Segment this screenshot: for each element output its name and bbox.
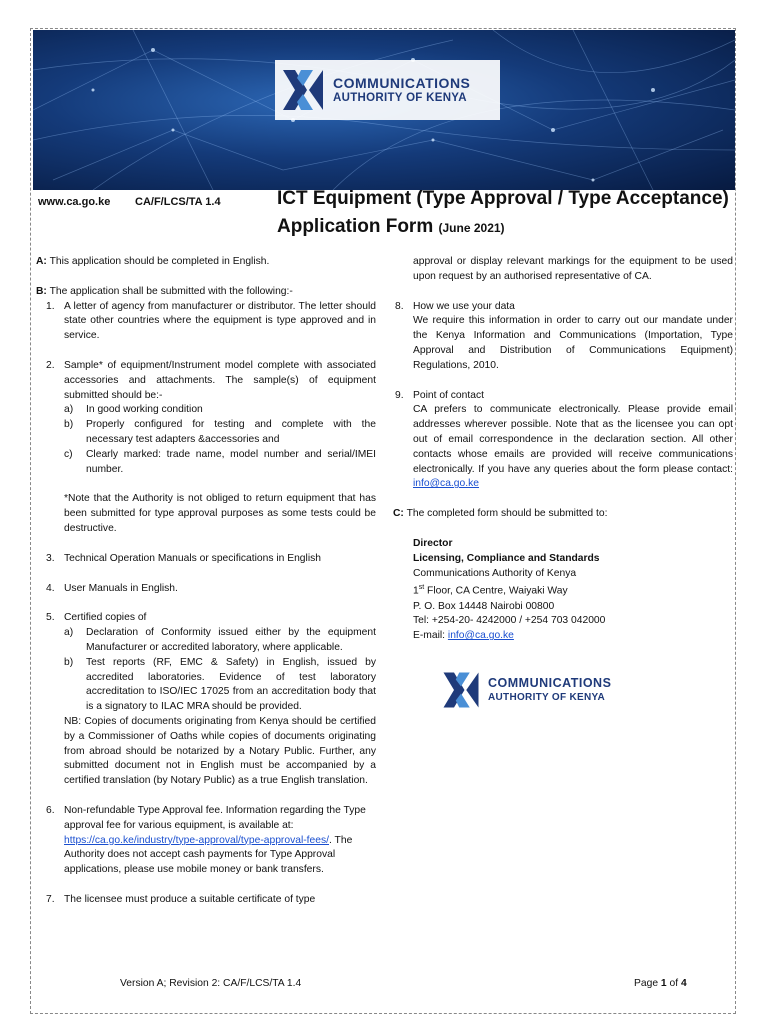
section-b-label: B:: [36, 285, 47, 297]
footer-page-number: [634, 978, 687, 989]
list-item-3: [36, 552, 376, 567]
form-subtitle-text: Application Form: [277, 216, 434, 237]
page-current: 1: [660, 978, 667, 989]
list-item-2: [36, 359, 376, 537]
ca-logo-mark-icon: [279, 66, 327, 114]
floor-rest: Floor, CA Centre, Waiyaki Way: [424, 585, 568, 597]
sub-letter: a): [64, 627, 74, 639]
logo-line1: COMMUNICATIONS: [333, 75, 471, 91]
sub-letter: c): [64, 448, 73, 460]
ca-logo: [275, 60, 500, 120]
list-number: 1.: [46, 300, 55, 312]
list-item-text: Non-refundable Type Approval fee. Information regarding the Type approval fee for various equipment, is available at:: [64, 804, 366, 831]
list-number: 6.: [46, 804, 55, 816]
sub-text: Test reports (RF, EMC & Safety) in English, issued by accredited laboratories. Evidence of test laboratory accreditation to ISO/IEC 17025 from an accreditation body that is a signatory to ILAC MRA should be provided.: [86, 656, 376, 713]
section-a-label: A:: [36, 256, 47, 267]
list-item-6: 6. Non-refundable Type Approval fee. Information regarding the Type approval fee for various equipment, is available at: https://ca.go.ke/industry/type-approval/type-approval-fees/. The Authority does not accept cash payments for Type Approval applications, please use mobile money or bank transfers.: [46, 804, 366, 876]
list-item-text: Technical Operation Manuals or specifications in English: [64, 552, 321, 564]
sub-letter: b): [64, 419, 74, 431]
address-telephone: Tel: +254-20- 4242000 / +254 703 042000: [413, 615, 606, 627]
list-item-8: [393, 300, 733, 374]
list-item-text: Sample* of equipment/Instrument model complete with associated accessories and attachments. The sample(s) of equipment submitted should be:-: [64, 359, 376, 401]
sub-text: Clearly marked: trade name, model number and serial/IMEI number.: [86, 448, 376, 475]
item-8-text: We require this information in order to carry out our mandate under the Kenya Information and Communications (Importation, Type Approval and Distribution of Communications Equipment) Regulations, 2010.: [413, 315, 733, 371]
list-number: 2.: [46, 359, 55, 371]
list-number: 5.: [46, 612, 55, 624]
sub-item-5b: [64, 656, 376, 715]
logo-line2: AUTHORITY OF KENYA: [333, 92, 467, 104]
list-item-5: [36, 611, 376, 789]
section-b: [36, 285, 376, 300]
sub-item-2b: [64, 418, 376, 448]
section-c-label: C:: [393, 508, 404, 520]
list-number: 3.: [46, 552, 55, 564]
address-floor: [413, 581, 733, 599]
list-number: 4.: [46, 582, 55, 594]
list-number: 9.: [395, 389, 404, 401]
website-url[interactable]: www.ca.go.ke: [38, 196, 111, 208]
document-code: CA/F/LCS/TA 1.4: [135, 196, 221, 208]
list-item-text: Certified copies of: [64, 612, 147, 624]
list-item-text: The licensee must produce a suitable certificate of type: [64, 893, 316, 905]
item-9-body: CA prefers to communicate electronically. Please provide email addresses wherever possible. Note that as the licensee you can opt out of email correspondence in the declaration section. All other contacts whose emails are provided will receive communications electronically. If you have any queries about the form please contact:: [413, 404, 733, 475]
address-department: Licensing, Compliance and Standards: [413, 552, 600, 564]
address-email-link[interactable]: info@ca.go.ke: [447, 630, 514, 642]
address-title: Director: [413, 537, 453, 549]
address-organisation: Communications Authority of Kenya: [413, 567, 577, 579]
footer-version: Version A; Revision 2: CA/F/LCS/TA 1.4: [120, 978, 302, 989]
section-b-text: The application shall be submitted with the following:-: [49, 285, 293, 297]
section-c: [393, 507, 733, 522]
section-c-text: The completed form should be submitted to:: [406, 508, 608, 520]
list-item-text-2: The Authority does not accept cash payments for Type Approval applications, please use mobile money or bank transfers.: [64, 834, 353, 876]
continued-text: approval or display relevant markings for the equipment to be used upon request by an authorised representative of CA.: [413, 256, 733, 282]
list-item-1: [36, 300, 376, 344]
sub-item-2c: [64, 448, 376, 478]
ca-logo-mark-icon: [440, 669, 482, 711]
list-item-text: User Manuals in English.: [64, 582, 178, 594]
page-of: of: [666, 978, 681, 989]
header-banner: [33, 30, 735, 190]
list-item-text: A letter of agency from manufacturer or distributor. The letter should state other countries where the equipment is type approved and in service.: [64, 300, 376, 342]
address-po-box: P. O. Box 14448 Nairobi 00800: [413, 600, 555, 612]
sub-item-5a: [64, 626, 376, 656]
destructive-note: *Note that the Authority is not obliged to return equipment that has been submitted for type approval purposes as some tests could be destructive.: [64, 493, 376, 534]
list-item-7: [36, 893, 376, 908]
sub-item-2a: [64, 403, 376, 418]
item-9-title: Point of contact: [413, 389, 484, 401]
page-total: 4: [680, 978, 687, 989]
sub-text: Properly configured for testing and complete with the necessary test adapters &accessories and: [86, 419, 376, 445]
sub-text: In good working condition: [86, 404, 203, 416]
page-prefix: Page: [634, 978, 661, 989]
right-column: [393, 255, 733, 644]
nb-note: NB: Copies of documents originating from Kenya should be certified by a Commissioner of Oaths while copies of documents originating from abroad should be notarized by a Notary Public. Further, any submitted document not in English must be accompanied by a certified translation (by Notary Public) as a true English translation.: [64, 715, 376, 787]
section-a-text: This application should be completed in English.: [49, 256, 270, 267]
left-column: [36, 255, 376, 908]
floor-suffix: st: [418, 584, 425, 592]
item-9-text: [413, 403, 733, 492]
section-a: [36, 255, 376, 270]
item-7-continued: [393, 255, 733, 285]
list-item-9: [393, 389, 733, 493]
list-number: 8.: [395, 300, 404, 312]
address-email: [413, 629, 733, 644]
logo-line2: AUTHORITY OF KENYA: [488, 692, 606, 703]
sub-letter: b): [64, 656, 74, 668]
form-title: ICT Equipment (Type Approval / Type Acceptance): [277, 188, 729, 209]
list-item-4: [36, 582, 376, 597]
submission-address: [393, 537, 733, 644]
type-approval-fees-link[interactable]: https://ca.go.ke/industry/type-approval/type-approval-fees/: [64, 834, 329, 846]
form-subtitle: [277, 216, 505, 238]
logo-line1: COMMUNICATIONS: [488, 676, 612, 690]
item-8-title: How we use your data: [413, 300, 515, 312]
sub-text: Declaration of Conformity issued either by the equipment Manufacturer or accredited laboratory, where applicable.: [86, 627, 376, 653]
ca-logo-footer: [440, 665, 630, 715]
list-number: 7.: [46, 893, 55, 905]
email-label: E-mail:: [413, 630, 446, 642]
floor-number: 1: [413, 585, 419, 597]
sub-letter: a): [64, 404, 74, 416]
contact-email-link[interactable]: info@ca.go.ke: [413, 478, 479, 490]
form-date: (June 2021): [438, 221, 505, 235]
